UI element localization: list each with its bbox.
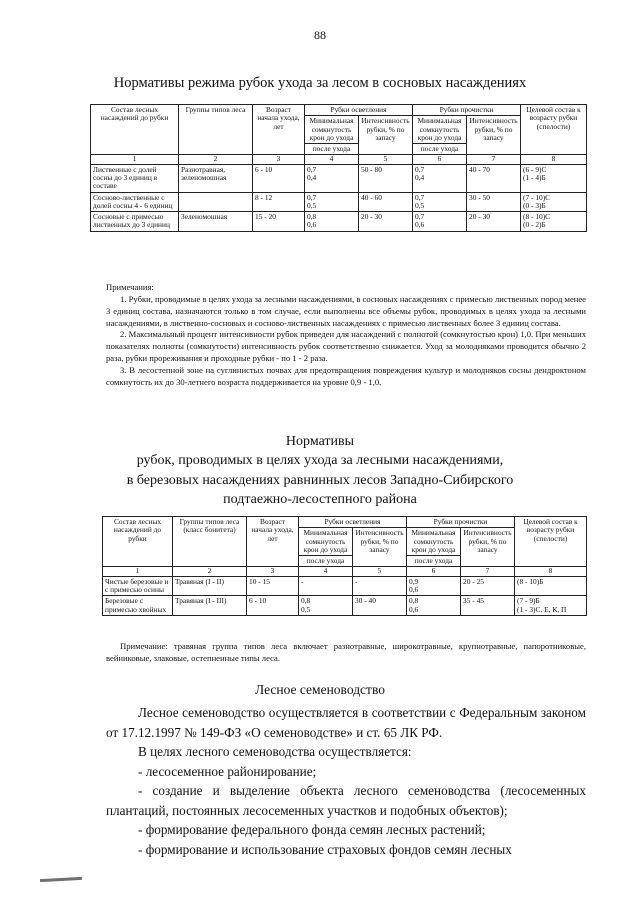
col-number: 2 — [173, 567, 247, 576]
list-item: - формирование федерального фонда семян лесных растений; — [138, 822, 486, 838]
col-number: 3 — [247, 567, 299, 576]
section-title: Лесное семеноводство — [255, 682, 385, 697]
cell-cleaning-min: 0,7 0,6 — [413, 212, 467, 232]
note-item: 3. В лесостепной зоне на суглинистых почвах для предотвращения повреждения культур и молодняков сосны дендроктоном сомкнутость их до 30-летнего возраста поддерживается на уровне 0,9 - 1,0. — [106, 365, 586, 387]
table2-note: Примечание: травяная группа типов леса включает разнотравные, широкотравные, крупнотравные, папоротниковые, вейниковые, злаковые, остепненные типы леса. — [106, 641, 586, 664]
header-min-density: Минимальная сомкнутость крон до ухода — [413, 116, 467, 144]
header-intensity: Интенсивность рубки, % по запасу — [467, 116, 521, 155]
cell-target: (8 - 10)С (0 - 2)Б — [521, 212, 587, 232]
cell-thinning-intensity: 50 - 80 — [359, 164, 413, 192]
page-number: 88 — [314, 28, 326, 42]
cell-thinning-intensity: 40 - 60 — [359, 192, 413, 212]
cell-composition: Сосново-лиственные с долей сосны 4 - 6 единиц — [91, 192, 179, 212]
col-number: 6 — [413, 155, 467, 164]
col-number: 7 — [467, 155, 521, 164]
table1-notes — [106, 282, 586, 389]
cell-cleaning-intensity: 20 - 30 — [467, 212, 521, 232]
cell-cleaning-intensity: 35 - 45 — [461, 596, 515, 616]
scan-mark — [40, 877, 82, 882]
col-number: 2 — [179, 155, 253, 164]
col-number: 4 — [305, 155, 359, 164]
header-after-care: после ухода — [299, 556, 353, 567]
header-groups: Группы типов леса — [179, 105, 253, 155]
list-item: - создание и выделение объекта лесного семеноводства (лесосеменных плантаций, постоянных лесосеменных участков и подобных объектов); — [106, 783, 586, 818]
header-target: Целевой состав к возрасту рубки (спелости) — [515, 517, 587, 567]
list-item: - лесосеменное районирование; — [138, 763, 317, 779]
cell-cleaning-min: 0,7 0,4 — [413, 164, 467, 192]
notes-heading: Примечания: — [106, 282, 154, 292]
header-after-care: после ухода — [305, 144, 359, 155]
cell-age: 6 - 10 — [247, 596, 299, 616]
cell-target: (7 - 9)Б (1 - 3)С, Е, К, П — [515, 596, 587, 616]
cell-group: Травяная (I - II) — [173, 576, 247, 596]
table-row — [103, 576, 587, 596]
paragraph: В целях лесного семеноводства осуществляется: — [138, 744, 412, 760]
col-number: 6 — [407, 567, 461, 576]
note-item: 2. Максимальный процент интенсивности рубок приведен для насаждений с полнотой (сомкнутостью крон) 1,0. При меньших показателях полноты (сомкнутости) интенсивность рубок соответственно снижается. Уход за молодняками проводится обычно 2 раза, рубки прореживания и проходные рубки - по 1 - 2 раза. — [106, 329, 586, 364]
table-row — [91, 212, 587, 232]
cell-thinning-intensity: 20 - 30 — [359, 212, 413, 232]
cell-thinning-min: 0,8 0,5 — [299, 596, 353, 616]
cell-thinning-min: 0,7 0,5 — [305, 192, 359, 212]
cell-cleaning-min: 0,8 0,6 — [407, 596, 461, 616]
header-intensity: Интенсивность рубки, % по запасу — [353, 528, 407, 567]
paragraph: Лесное семеноводство осуществляется в соответствии с Федеральным законом от 17.12.1997 № 149-ФЗ «О семеноводстве» и ст. 65 ЛК РФ. — [106, 705, 586, 740]
table-row — [103, 596, 587, 616]
col-number: 8 — [521, 155, 587, 164]
header-after-care: после ухода — [413, 144, 467, 155]
cell-composition: Березовые с примесью хвойных — [103, 596, 173, 616]
cell-composition: Чистые березовые и с примесью осины — [103, 576, 173, 596]
table2 — [102, 516, 587, 616]
cell-cleaning-min: 0,7 0,5 — [413, 192, 467, 212]
cell-cleaning-min: 0,9 0,6 — [407, 576, 461, 596]
header-age: Возраст начала ухода, лет — [253, 105, 305, 155]
header-thinning: Рубки осветления — [299, 517, 407, 528]
cell-age: 10 - 15 — [247, 576, 299, 596]
header-cleaning: Рубки прочистки — [413, 105, 521, 116]
table-row — [91, 192, 587, 212]
cell-thinning-intensity: 30 - 40 — [353, 596, 407, 616]
cell-thinning-min: 0,7 0,4 — [305, 164, 359, 192]
col-number: 5 — [359, 155, 413, 164]
table1 — [90, 104, 587, 232]
col-number: 7 — [461, 567, 515, 576]
cell-age: 8 - 12 — [253, 192, 305, 212]
col-number: 1 — [103, 567, 173, 576]
cell-group: Травяная (I - III) — [173, 596, 247, 616]
cell-target: (8 - 10)Б — [515, 576, 587, 596]
header-cleaning: Рубки прочистки — [407, 517, 515, 528]
cell-group: Зеленомошная — [179, 212, 253, 232]
col-number: 4 — [299, 567, 353, 576]
cell-thinning-intensity: - — [353, 576, 407, 596]
table-row — [91, 164, 587, 192]
header-after-care: после ухода — [407, 556, 461, 567]
cell-composition: Сосновые с примесью лиственных до 3 единиц — [91, 212, 179, 232]
cell-group — [179, 192, 253, 212]
header-groups: Группы типов леса (класс бонитета) — [173, 517, 247, 567]
header-age: Возраст начала ухода, лет — [247, 517, 299, 567]
note-item: 1. Рубки, проводимые в целях ухода за лесными насаждениями, в сосновых насаждениях с примесью лиственных пород менее 3 единиц состава, назначаются только в том случае, если выполнены все объемы рубок, проводимых в целях ухода за лесными насаждениями, в лиственно-сосновых и сосново-лиственных насаждениях с примесью лиственных более 3 единиц состава. — [106, 293, 586, 328]
header-intensity: Интенсивность рубки, % по запасу — [359, 116, 413, 155]
cell-thinning-min: - — [299, 576, 353, 596]
cell-age: 15 - 20 — [253, 212, 305, 232]
table1-title: Нормативы режима рубок ухода за лесом в сосновых насаждениях — [113, 75, 527, 91]
cell-group: Разнотравная, зеленомошная — [179, 164, 253, 192]
col-number: 5 — [353, 567, 407, 576]
col-number: 3 — [253, 155, 305, 164]
col-number: 1 — [91, 155, 179, 164]
header-target: Целевой состав к возрасту рубки (спелости) — [521, 105, 587, 155]
header-composition: Состав лесных насаждений до рубки — [91, 105, 179, 155]
cell-age: 6 - 10 — [253, 164, 305, 192]
header-intensity: Интенсивность рубки, % по запасу — [461, 528, 515, 567]
header-min-density: Минимальная сомкнутость крон до ухода — [407, 528, 461, 556]
col-number: 8 — [515, 567, 587, 576]
section-body — [106, 703, 586, 859]
cell-cleaning-intensity: 20 - 25 — [461, 576, 515, 596]
header-min-density: Минимальная сомкнутость крон до ухода — [305, 116, 359, 144]
table2-title: Нормативы рубок, проводимых в целях ухода за лесными насаждениями, в березовых насаждениях равнинных лесов Западно-Сибирского подтаежно-лесостепного района — [126, 434, 514, 507]
list-item: - формирование и использование страховых фондов семян лесных — [138, 841, 512, 857]
cell-cleaning-intensity: 40 - 70 — [467, 164, 521, 192]
cell-target: (7 - 10)С (0 - 3)Б — [521, 192, 587, 212]
header-thinning: Рубки осветления — [305, 105, 413, 116]
cell-composition: Лиственные с долей сосны до 3 единиц в составе — [91, 164, 179, 192]
header-composition: Состав лесных насаждений до рубки — [103, 517, 173, 567]
cell-target: (6 - 9)С (1 - 4)Б — [521, 164, 587, 192]
header-min-density: Минимальная сомкнутость крон до ухода — [299, 528, 353, 556]
cell-cleaning-intensity: 30 - 50 — [467, 192, 521, 212]
cell-thinning-min: 0,8 0,6 — [305, 212, 359, 232]
